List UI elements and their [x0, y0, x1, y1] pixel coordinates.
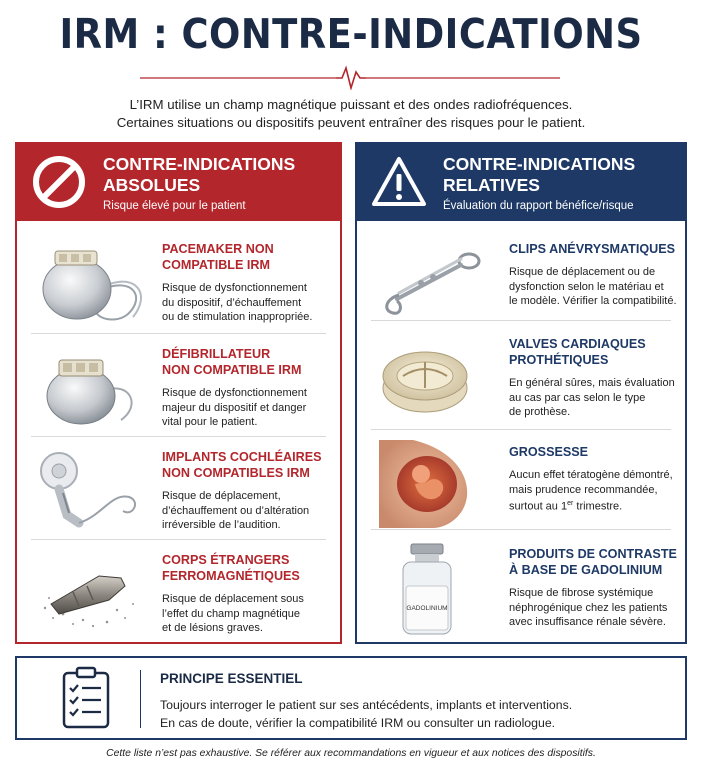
desc-text: surtout au 1: [509, 500, 568, 513]
principle-line-1: Toujours interroger le patient sur ses antécédents, implants et interventions.: [160, 698, 573, 712]
item-title-line: CORPS ÉTRANGERS: [162, 553, 290, 567]
item-description: [509, 376, 677, 420]
relative-title-line-1: CONTRE-INDICATIONS: [443, 154, 636, 174]
principle-text: [160, 696, 572, 732]
item-text: [509, 444, 677, 514]
item-desc-line: néphrogénique chez les patients: [509, 601, 668, 614]
item-text: [509, 336, 677, 420]
list-item: [357, 324, 685, 428]
item-title-line: IMPLANTS COCHLÉAIRES: [162, 450, 322, 464]
list-item: [357, 229, 685, 333]
relative-panel-title: [443, 154, 635, 196]
item-title: [509, 241, 677, 257]
gadolinium-vial-image: [373, 542, 483, 638]
item-title: [162, 449, 332, 481]
divider: [371, 529, 671, 530]
cochlear-implant-image: [33, 445, 143, 533]
item-title-line: COMPATIBLE IRM: [162, 258, 270, 272]
divider: [371, 429, 671, 430]
item-text: [162, 552, 332, 636]
list-item: [17, 334, 340, 438]
absolute-contraindications-panel: [15, 142, 342, 644]
absolute-title-line-1: CONTRE-INDICATIONS: [103, 154, 296, 174]
item-description: [162, 489, 332, 533]
item-text: [162, 449, 332, 533]
item-desc-line: En général sûres, mais évaluation: [509, 377, 675, 389]
item-desc-line: avec insuffisance rénale sévère.: [509, 616, 666, 628]
vial-label: GADOLINIUM: [406, 605, 448, 612]
item-text: [162, 241, 332, 325]
pregnancy-image: [373, 440, 483, 528]
item-title-line: NON COMPATIBLE IRM: [162, 363, 302, 377]
item-title: [162, 346, 332, 378]
principle-title: PRINCIPE ESSENTIEL: [160, 671, 303, 686]
item-desc-line: du dispositif, d’échauffement: [162, 296, 302, 309]
page-title: IRM : CONTRE-INDICATIONS: [59, 10, 643, 58]
item-title: [509, 444, 677, 460]
item-desc-line: Risque de déplacement,: [162, 490, 281, 502]
item-desc-line: Risque de dysfonctionnement: [162, 282, 307, 294]
item-desc-line: ou de stimulation inappropriée.: [162, 311, 313, 323]
item-description: [509, 586, 677, 630]
item-desc-line: le modèle. Vérifier la compatibilité.: [509, 295, 677, 307]
warning-icon: [371, 154, 427, 210]
item-title-line: FERROMAGNÉTIQUES: [162, 569, 300, 583]
divider: [371, 320, 671, 321]
relative-contraindications-panel: [355, 142, 687, 644]
item-desc-line: l’effet du champ magnétique: [162, 607, 300, 620]
list-item: [17, 540, 340, 644]
item-desc-line: et de lésions graves.: [162, 622, 263, 634]
prohibited-icon: [31, 154, 87, 210]
intro-line-1: L’IRM utilise un champ magnétique puissant et des ondes radiofréquences.: [129, 97, 573, 112]
heartbeat-divider-icon: [140, 64, 560, 90]
list-item: [17, 229, 340, 333]
item-title: [509, 336, 677, 368]
list-item: [357, 432, 685, 536]
superscript: er: [567, 500, 574, 507]
item-desc-line: Risque de dysfonctionnement: [162, 387, 307, 399]
item-desc-line: [509, 497, 677, 514]
item-desc-line: de prothèse.: [509, 406, 571, 418]
item-description: [162, 281, 332, 325]
relative-panel-header: [357, 144, 685, 221]
item-description: [509, 468, 677, 514]
item-title-line: PRODUITS DE CONTRASTE: [509, 547, 677, 561]
item-title: [509, 546, 677, 578]
item-desc-line: vital pour le patient.: [162, 416, 258, 428]
item-description: [162, 592, 332, 636]
principle-divider: [140, 670, 141, 728]
absolute-panel-header: [17, 144, 340, 221]
item-description: [509, 265, 677, 309]
item-desc-line: irréversible de l’audition.: [162, 519, 281, 531]
absolute-panel-subtitle: Risque élevé pour le patient: [103, 200, 246, 212]
intro-text: [0, 96, 702, 132]
item-text: [162, 346, 332, 430]
absolute-title-line-2: ABSOLUES: [103, 175, 201, 195]
essential-principle-box: [15, 656, 687, 740]
footer-disclaimer: Cette liste n’est pas exhaustive. Se référer aux recommandations en vigueur et aux notices des dispositifs.: [106, 748, 596, 759]
aneurysm-clip-image: [373, 237, 483, 325]
item-desc-line: Risque de fibrose systémique: [509, 587, 654, 599]
relative-title-line-2: RELATIVES: [443, 175, 540, 195]
item-title-line: PROTHÉTIQUES: [509, 353, 609, 367]
item-desc-line: au cas par cas selon le type: [509, 391, 646, 404]
principle-line-2: En cas de doute, vérifier la compatibilité IRM ou consulter un radiologue.: [160, 716, 556, 730]
relative-panel-subtitle: Évaluation du rapport bénéfice/risque: [443, 200, 634, 212]
item-description: [162, 386, 332, 430]
item-title-line: CLIPS ANÉVRYSMATIQUES: [509, 242, 676, 256]
item-desc-line: dysfonction selon le matériau et: [509, 280, 664, 293]
item-title-line: GROSSESSE: [509, 445, 589, 459]
item-title-line: VALVES CARDIAQUES: [509, 337, 646, 351]
item-text: [509, 241, 677, 309]
item-title-line: NON COMPATIBLES IRM: [162, 466, 310, 480]
intro-line-2: Certaines situations ou dispositifs peuvent entraîner des risques pour le patient.: [116, 115, 586, 130]
item-desc-line: Aucun effet tératogène démontré,: [509, 469, 673, 481]
item-desc-line: Risque de déplacement ou de: [509, 266, 656, 278]
list-item: [357, 534, 685, 638]
pacemaker-image: [33, 237, 143, 325]
desc-text: trimestre.: [573, 500, 623, 513]
clipboard-checklist-icon: [61, 666, 111, 730]
item-desc-line: d’échauffement ou d’altération: [162, 504, 310, 517]
metal-fragment-image: [33, 548, 143, 636]
list-item: [17, 437, 340, 541]
item-desc-line: Risque de déplacement sous: [162, 593, 304, 605]
heart-valve-image: [373, 332, 483, 420]
item-title-line: DÉFIBRILLATEUR: [162, 347, 271, 361]
item-text: [509, 546, 677, 630]
absolute-panel-title: [103, 154, 295, 196]
item-desc-line: mais prudence recommandée,: [509, 483, 658, 496]
item-title: [162, 241, 332, 273]
item-title-line: À BASE DE GADOLINIUM: [509, 563, 663, 577]
item-desc-line: majeur du dispositif et danger: [162, 401, 307, 414]
item-title-line: PACEMAKER NON: [162, 242, 274, 256]
defibrillator-image: [33, 342, 143, 430]
item-title: [162, 552, 332, 584]
